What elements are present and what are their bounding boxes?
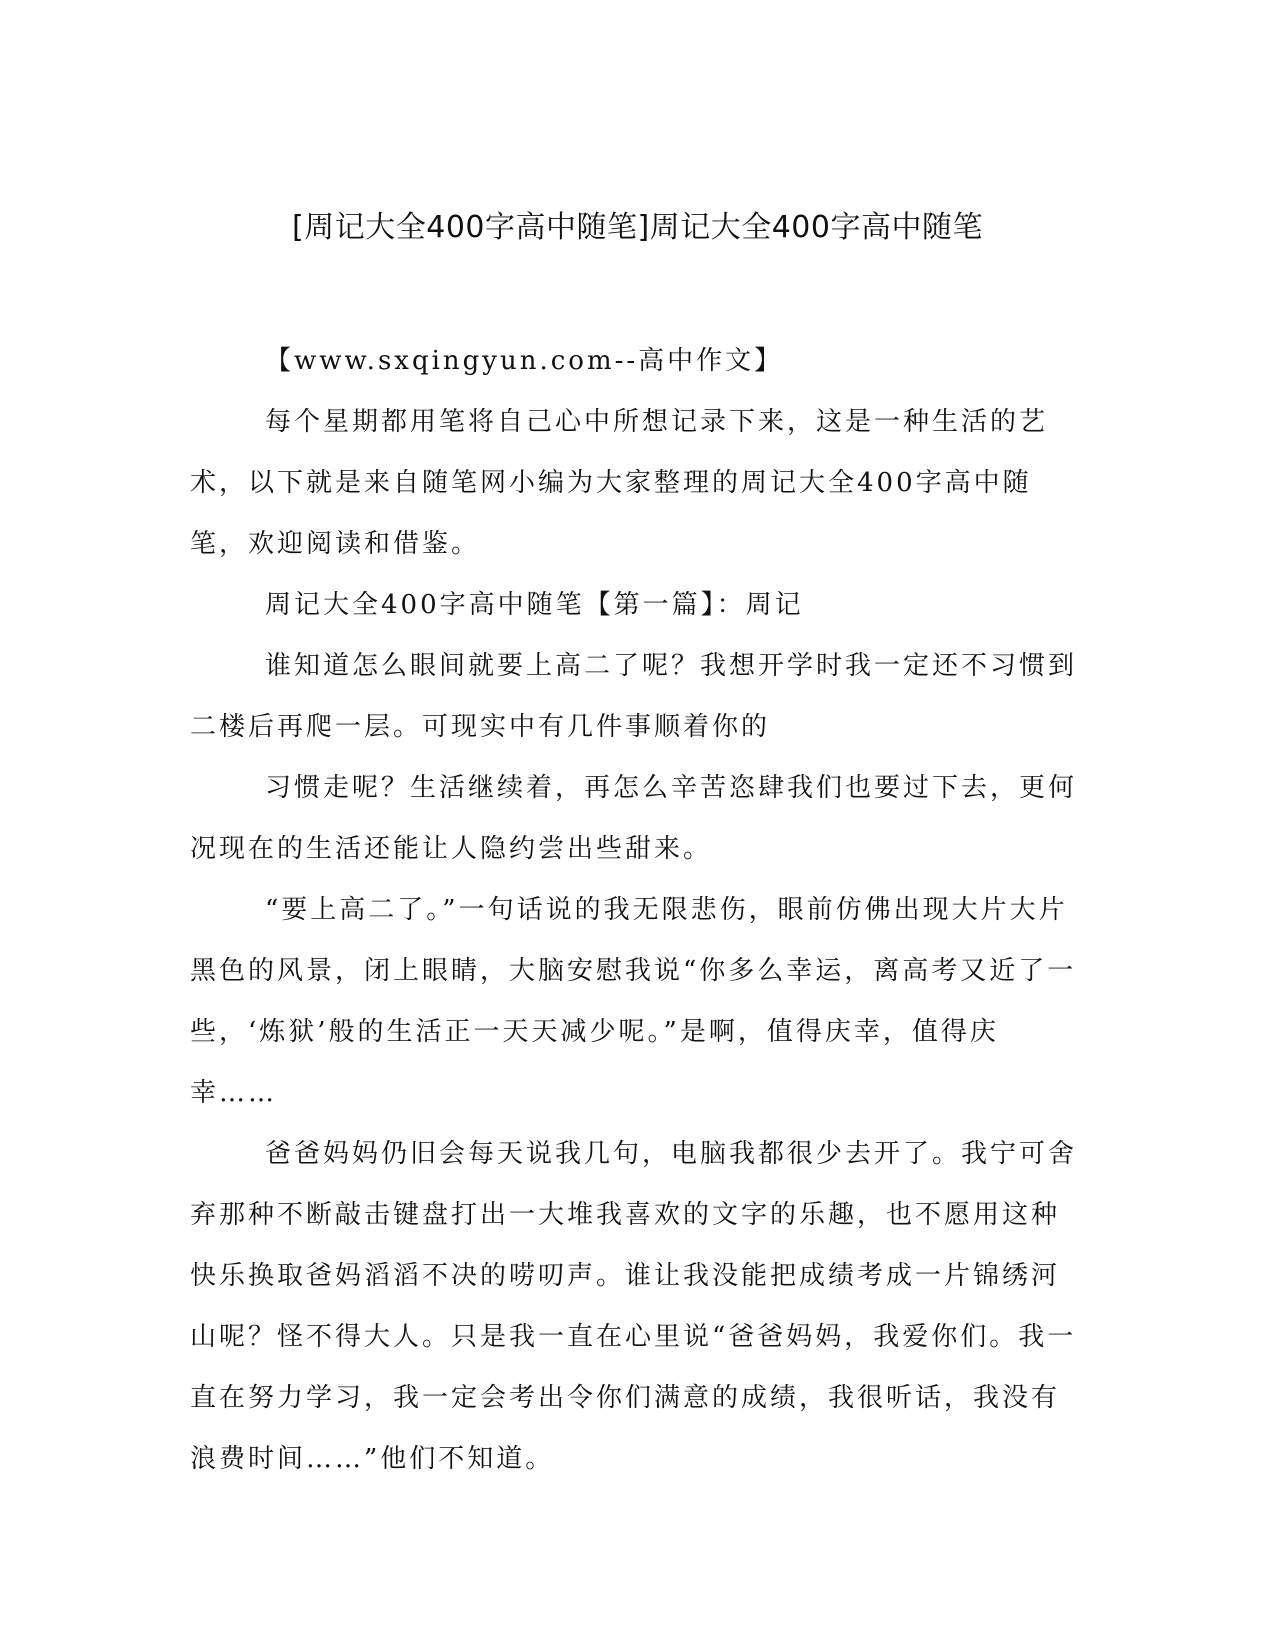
- body-paragraph: 谁知道怎么眼间就要上高二了呢？我想开学时我一定还不习惯到二楼后再爬一层。可现实中有几件事顺着你的: [190, 651, 1078, 742]
- document-title: [周记大全400字高中随笔]周记大全400字高中随笔: [292, 210, 983, 245]
- document-body: [190, 331, 1078, 1490]
- body-paragraph: 爸爸妈妈仍旧会每天说我几句，电脑我都很少去开了。我宁可舍弃那种不断敲击键盘打出一大堆我喜欢的文字的乐趣，也不愿用这种快乐换取爸妈滔滔不决的唠叨声。谁让我没能把成绩考成一片锦绣河山呢？怪不得大人。只是我一直在心里说“爸爸妈妈，我爱你们。我一直在努力学习，我一定会考出令你们满意的成绩，我很听话，我没有浪费时间……”他们不知道。: [190, 1139, 1078, 1474]
- section-heading: 周记大全400字高中随笔【第一篇】：周记: [265, 590, 804, 620]
- intro-paragraph: 每个星期都用笔将自己心中所想记录下来，这是一种生活的艺术，以下就是来自随笔网小编为大家整理的周记大全400字高中随笔，欢迎阅读和借鉴。: [190, 407, 1049, 559]
- body-paragraph: “要上高二了。”一句话说的我无限悲伤，眼前仿佛出现大片大片黑色的风景，闭上眼睛，大脑安慰我说“你多么幸运，离高考又近了一些，‘炼狱’般的生活正一天天减少呢。”是啊，值得庆幸，值得庆幸……: [190, 895, 1077, 1108]
- source-line: 【www.sxqingyun.com--高中作文】: [265, 346, 784, 376]
- body-paragraph: 习惯走呢？生活继续着，再怎么辛苦恣肆我们也要过下去，更何况现在的生活还能让人隐约尝出些甜来。: [190, 773, 1078, 864]
